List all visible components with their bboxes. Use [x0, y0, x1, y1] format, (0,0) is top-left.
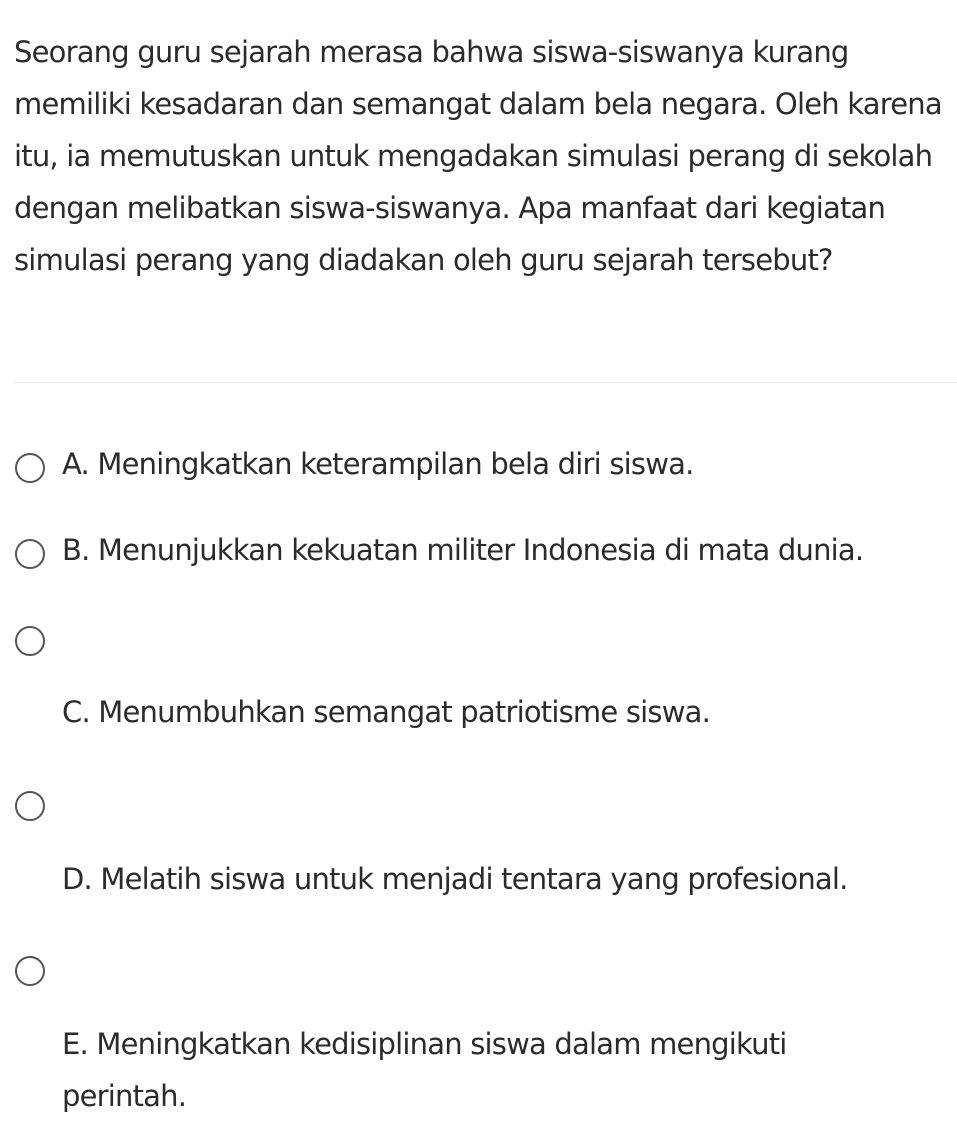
option-b-label: B. Menunjukkan kekuatan militer Indonesia di mata dunia. — [62, 533, 864, 567]
option-a[interactable] — [14, 442, 957, 494]
option-c-label: C. Menumbuhkan semangat patriotisme siswa. — [62, 695, 710, 729]
radio-button-c[interactable] — [15, 626, 45, 656]
option-d-label: D. Melatih siswa untuk menjadi tentara yang profesional. — [62, 862, 848, 896]
radio-button-e[interactable] — [15, 956, 45, 986]
option-a-label: A. Meningkatkan keterampilan bela diri siswa. — [62, 447, 694, 481]
option-d[interactable] — [14, 785, 957, 905]
option-e-label: E. Meningkatkan kedisiplinan siswa dalam mengikuti perintah. — [62, 1027, 787, 1113]
radio-button-a[interactable] — [15, 453, 45, 483]
option-c[interactable] — [14, 620, 957, 740]
radio-button-d[interactable] — [15, 791, 45, 821]
radio-button-b[interactable] — [15, 539, 45, 569]
question-text: Seorang guru sejarah merasa bahwa siswa-siswanya kurang memiliki kesadaran dan semangat dalam bela negara. Oleh karena itu, ia memutuskan untuk mengadakan simulasi perang di sekolah dengan melibatkan siswa-siswanya. Apa manfaat dari kegiatan simulasi perang yang diadakan oleh guru sejarah tersebut? — [14, 35, 942, 277]
divider — [14, 382, 957, 383]
option-e[interactable] — [14, 950, 957, 1117]
option-b[interactable] — [14, 528, 957, 580]
